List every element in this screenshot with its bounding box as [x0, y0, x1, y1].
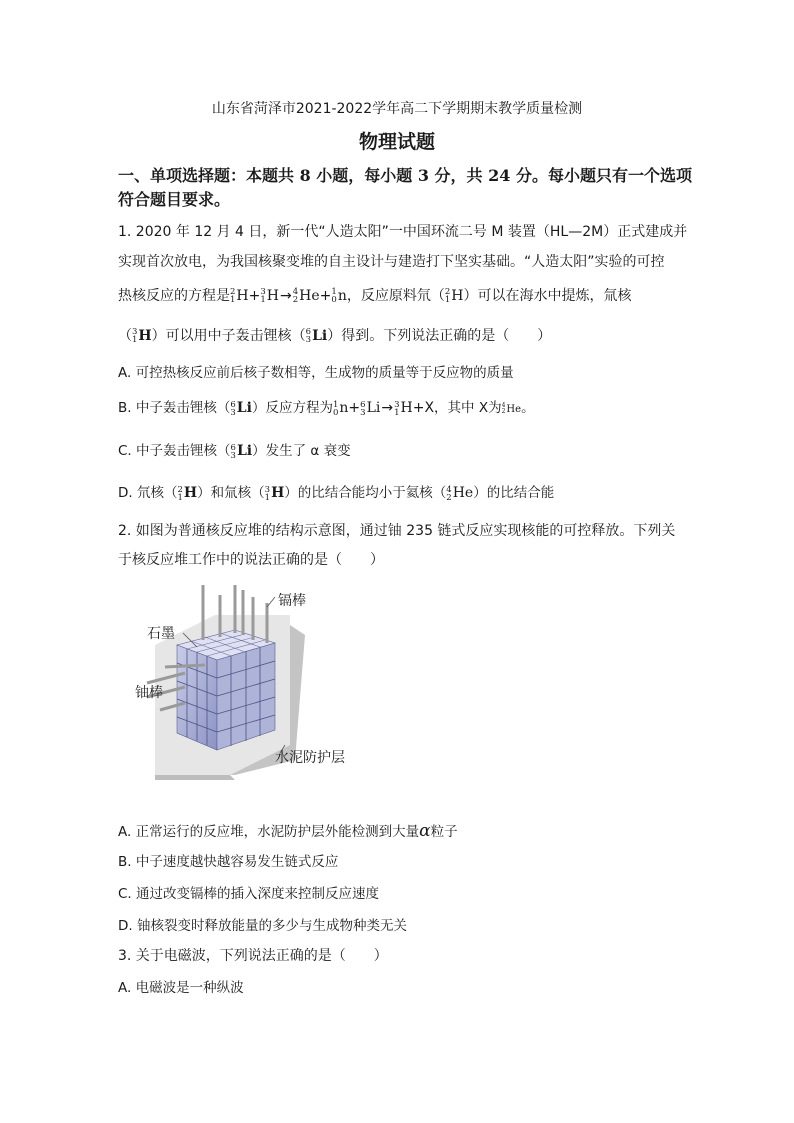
nuclide-helium-small: 4 2 He — [501, 402, 522, 415]
nuclide-lithium: 6 3 Li — [360, 399, 381, 418]
q1-line3: 热核反应的方程是 2 1 H+ 3 1 H→ 4 2 He+ 1 0 n，反应原料氘（ 2 1 H）可以在海水中提炼，氚核 — [118, 287, 632, 305]
q2-option-d: D. 铀核裂变时释放能量的多少与生成物种类无关 — [118, 918, 407, 934]
nuclide-deuterium: 2 1 H — [230, 287, 249, 305]
nuclide-deuterium: 2 1 H — [444, 287, 464, 305]
q2-line1: 2. 如图为普通核反应堆的结构示意图，通过铀 235 链式反应实现核能的可控释放。下列关 — [118, 523, 676, 539]
q3-line1: 3. 关于电磁波，下列说法正确的是（ ） — [118, 948, 388, 964]
q1-option-c: C. 中子轰击锂核（ 6 3 Li）发生了 α 衰变 — [118, 442, 351, 461]
nuclide-helium: 4 2 He — [446, 484, 474, 503]
nuclide-tritium: 3 1 H — [394, 399, 413, 418]
nuclide-lithium: 6 3 Li — [305, 327, 328, 345]
concrete-block-base — [155, 775, 235, 780]
q2-line2: 于核反应堆工作中的说法正确的是（ ） — [118, 552, 384, 568]
q1-option-a: A. 可控热核反应前后核子数相等，生成物的质量等于反应物的质量 — [118, 365, 514, 381]
reactor-diagram — [135, 585, 385, 780]
q2-option-b: B. 中子速度越快越容易发生链式反应 — [118, 854, 339, 870]
exam-title: 物理试题 — [358, 131, 435, 153]
q1-line1: 1. 2020 年 12 月 4 日，新一代“人造太阳”一中国环流二号 M 装置（HL—2M）正式建成并 — [118, 224, 688, 240]
nuclide-tritium: 3 1 H — [260, 287, 280, 305]
leader-line-cadmium — [267, 597, 275, 607]
q3-option-a: A. 电磁波是一种纵波 — [118, 980, 244, 996]
nuclide-helium: 4 2 He — [292, 287, 320, 305]
arrow-icon: → — [280, 288, 292, 304]
nuclide-neutron: 1 0 n — [331, 287, 347, 305]
graphite-core — [177, 630, 275, 750]
nuclide-lithium: 6 3 Li — [230, 399, 252, 418]
nuclide-neutron: 1 0 n — [332, 399, 349, 418]
reactor-diagram-svg — [145, 585, 385, 780]
section-heading-line2: 符合题目要求。 — [118, 190, 231, 209]
label-graphite: 石墨 — [147, 626, 175, 642]
arrow-icon: → — [381, 400, 394, 416]
section-heading-line1: 一、单项选择题：本题共 8 小题，每小题 3 分，共 24 分。每小题只有一个选项 — [118, 166, 692, 185]
label-uranium-rod: 铀棒 — [135, 685, 163, 701]
nuclide-lithium: 6 3 Li — [230, 442, 253, 461]
q2-option-c: C. 通过改变镉棒的插入深度来控制反应速度 — [118, 886, 380, 902]
q2-option-a: A. 正常运行的反应堆，水泥防护层外能检测到大量α粒子 — [118, 821, 458, 841]
q1-option-b: B. 中子轰击锂核（ 6 3 Li）反应方程为 1 0 n+ 6 3 Li→ 3 1 H+X，其中 X为 4 2 He。 — [118, 398, 535, 420]
q1-line2: 实现首次放电，为我国核聚变堆的自主设计与建造打下坚实基础。“人造太阳”实验的可控 — [118, 254, 665, 270]
nuclide-deuterium: 2 1 H — [177, 484, 198, 503]
nuclide-tritium: 3 1 H — [132, 327, 152, 345]
exam-subtitle: 山东省菏泽市2021-2022学年高二下学期期末教学质量检测 — [211, 101, 583, 117]
nuclide-tritium: 3 1 H — [264, 484, 285, 503]
label-concrete-layer: 水泥防护层 — [275, 750, 345, 766]
label-cadmium-rod: 镉棒 — [278, 593, 306, 609]
q1-line4: （ 3 1 H）可以用中子轰击锂核（ 6 3 Li）得到。下列说法正确的是（ ） — [118, 327, 552, 345]
q1-option-d: D. 氘核（ 2 1 H）和氚核（ 3 1 H）的比结合能均小于氦核（ 4 2 He）的比结合能 — [118, 484, 555, 503]
